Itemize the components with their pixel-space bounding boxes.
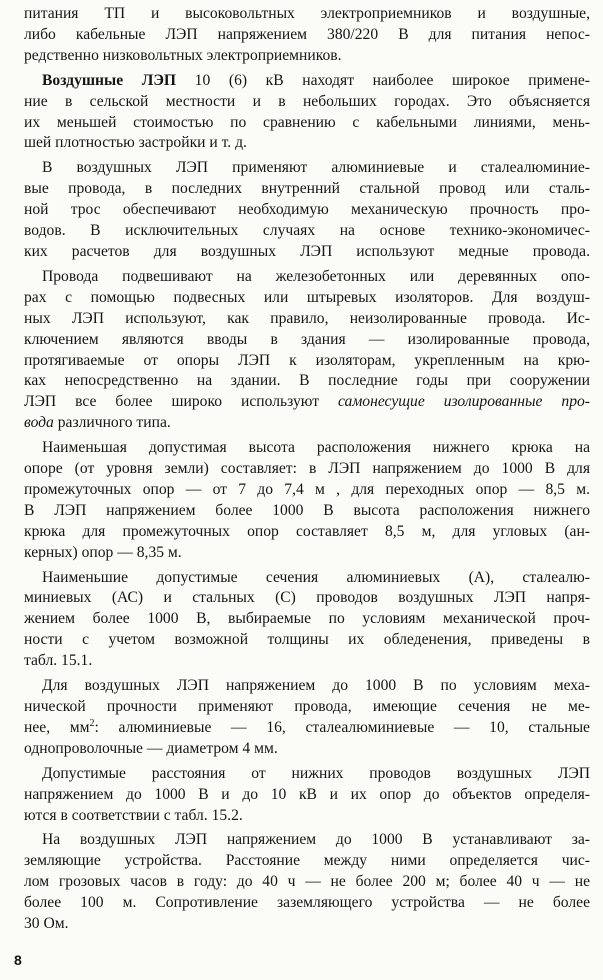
text-line: Наименьшая допустимая высота расположения нижнего крюка на xyxy=(42,439,590,457)
text-line: нической прочности применяют провода, имеющие сечения не ме- xyxy=(24,698,590,715)
text-line: их меньшей стоимостью по сравнению с кабельными линиями, мень- xyxy=(24,113,590,131)
text-line: земляющие устройства. Расстояние между ними определяется чис- xyxy=(24,852,590,870)
bold-term: Воздушные ЛЭП xyxy=(42,71,177,89)
text-line: либо кабельные ЛЭП напряжением 380/220 В для питания непос- xyxy=(24,25,590,43)
italic-term: самонесущие изолированные про- xyxy=(338,393,590,411)
paragraph-8 xyxy=(24,764,590,827)
body-text xyxy=(24,4,590,935)
paragraph-4 xyxy=(24,267,590,434)
text-line: Для воздушных ЛЭП напряжением до 1000 В по условиям меха- xyxy=(42,677,590,695)
paragraph-2 xyxy=(24,71,590,155)
text-line: В воздушных ЛЭП применяют алюминиевые и сталеалюминие- xyxy=(42,159,590,177)
text-line: редственно низковольтных электроприемников. xyxy=(24,46,342,64)
text-fragment: 10 (6) кВ находят наиболее широкое примене- xyxy=(176,71,590,89)
text-line: Допустимые расстояния от нижних проводов воздушных ЛЭП xyxy=(42,764,590,782)
text-line: ной трос обеспечивают необходимую механическую прочность про- xyxy=(24,201,590,219)
text-line: На воздушных ЛЭП напряжением до 1000 В устанавливают за- xyxy=(42,831,590,849)
text-line: однопроволочные — диаметром 4 мм. xyxy=(24,739,278,757)
text-line: ности с учетом возможной толщины их обледенения, приведены в xyxy=(24,631,590,649)
text-fragment: ЛЭП все более широко используют xyxy=(24,393,339,411)
text-line: ных ЛЭП используют, как правило, неизолированные провода. Ис- xyxy=(24,309,590,327)
text-line: водов. В исключительных случаях на основе технико-экономичес- xyxy=(24,222,590,240)
text-line: более 100 м. Сопротивление заземляющего устройства — не более xyxy=(24,894,590,912)
text-line: Наименьшие допустимые сечения алюминиевых (А), сталеалю- xyxy=(42,568,590,586)
text-line: ние в сельской местности и в небольших городах. Это объясняется xyxy=(24,92,590,110)
text-line: ких расчетов для воздушных ЛЭП используют медные провода. xyxy=(24,242,590,260)
text-line: вые провода, в последних внутренний стальной провод или сталь- xyxy=(24,180,590,198)
text-line xyxy=(24,718,590,739)
superscript: 2 xyxy=(89,717,95,729)
text-line: ках непосредственно на здании. В последние годы при сооружении xyxy=(24,372,590,390)
paragraph-9 xyxy=(24,830,590,935)
text-line: Провода подвешивают на железобетонных или деревянных опо- xyxy=(42,267,590,285)
text-line: В ЛЭП напряжением более 1000 В высота расположения нижнего xyxy=(24,501,590,519)
text-line: жением более 1000 В, выбираемые по условиям механической проч- xyxy=(24,610,590,628)
paragraph-5 xyxy=(24,438,590,563)
text-line: табл. 15.1. xyxy=(24,652,93,670)
text-line: протягиваемые от опоры ЛЭП к изоляторам, укрепленным на крю- xyxy=(24,351,590,369)
text-line: рах с помощью подвесных или штыревых изоляторов. Для воздуш- xyxy=(24,288,590,306)
text-line: миниевых (АС) и стальных (С) проводов воздушных ЛЭП напря- xyxy=(24,589,590,607)
text-line: керных) опор — 8,35 м. xyxy=(24,543,182,561)
text-line: опоре (от уровня земли) составляет: в ЛЭП напряжением до 1000 В для xyxy=(24,460,590,478)
text-line xyxy=(24,413,590,434)
text-line: питания ТП и высоковольтных электроприемников и воздушные, xyxy=(24,5,590,22)
text-line: шей плотностью застройки и т. д. xyxy=(24,134,247,152)
paragraph-3 xyxy=(24,158,590,263)
text-line: промежуточных опор — от 7 до 7,4 м , для переходных опор — 8,5 м. xyxy=(24,480,590,498)
text-line: ключением являются вводы в здания — изолированные провода, xyxy=(24,330,590,348)
italic-term: вода xyxy=(24,414,54,432)
page-number: 8 xyxy=(14,952,22,968)
text-line: 30 Ом. xyxy=(24,915,69,933)
text-line xyxy=(24,392,590,413)
text-line: ются в соответствии с табл. 15.2. xyxy=(24,806,243,824)
text-line: крюка для промежуточных опор составляет 8,5 м, для угловых (ан- xyxy=(24,522,590,540)
text-line: лом грозовых часов в году: до 40 ч — не более 200 м; более 40 ч — не xyxy=(24,873,590,891)
text-fragment: нее, мм xyxy=(24,718,90,736)
text-line: напряжением до 1000 В и до 10 кВ и их опор до объектов определя- xyxy=(24,785,590,803)
paragraph-6 xyxy=(24,568,590,673)
paragraph-1 xyxy=(24,4,590,67)
text-fragment: различного типа. xyxy=(53,414,171,432)
text-fragment: : алюминиевые — 16, сталеалюминиевые — 10, стальные xyxy=(94,718,590,736)
text-line xyxy=(24,71,590,92)
paragraph-7 xyxy=(24,676,590,760)
